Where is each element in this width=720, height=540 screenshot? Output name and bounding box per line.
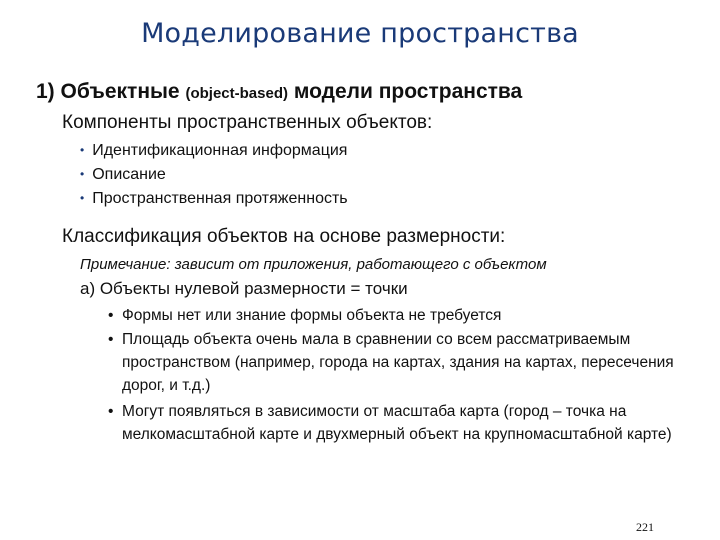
components-label: Компоненты пространственных объектов: xyxy=(62,112,433,133)
section-heading xyxy=(36,80,522,104)
bullet-icon: • xyxy=(108,307,114,324)
bullet-icon: • xyxy=(108,403,114,420)
classification-label: Классификация объектов на основе размерности: xyxy=(62,226,506,247)
page-number: 221 xyxy=(636,520,654,534)
heading-part-3: модели пространства xyxy=(293,80,523,103)
subsection-a-label: а) Объекты нулевой размерности = точки xyxy=(80,279,408,298)
subsection-a-item: • Формы нет или знание формы объекта не требуется xyxy=(108,304,698,327)
slide-title: Моделирование пространства xyxy=(141,18,579,49)
component-item: • Идентификационная информация xyxy=(80,142,348,159)
component-item: • Пространственная протяженность xyxy=(80,190,348,207)
bullet-icon: • xyxy=(80,143,85,157)
heading-part-1: 1) Объектные xyxy=(36,80,180,103)
heading-part-2: (object-based) xyxy=(185,85,288,102)
note-text: Примечание: зависит от приложения, работающего с объектом xyxy=(80,256,547,273)
bullet-icon: • xyxy=(108,331,114,348)
bullet-icon: • xyxy=(80,191,85,205)
subsection-a-item: • Могут появляться в зависимости от масштаба карта (город – точка на мелкомасштабной карте и двухмерный объект на крупномасштабной карте) xyxy=(108,400,698,446)
bullet-icon: • xyxy=(80,167,85,181)
component-item: • Описание xyxy=(80,166,166,183)
subsection-a-item: • Площадь объекта очень мала в сравнении со всем рассматриваемым пространством (например, города на картах, здания на картах, пересечения дорог, и т.д.) xyxy=(108,328,698,397)
